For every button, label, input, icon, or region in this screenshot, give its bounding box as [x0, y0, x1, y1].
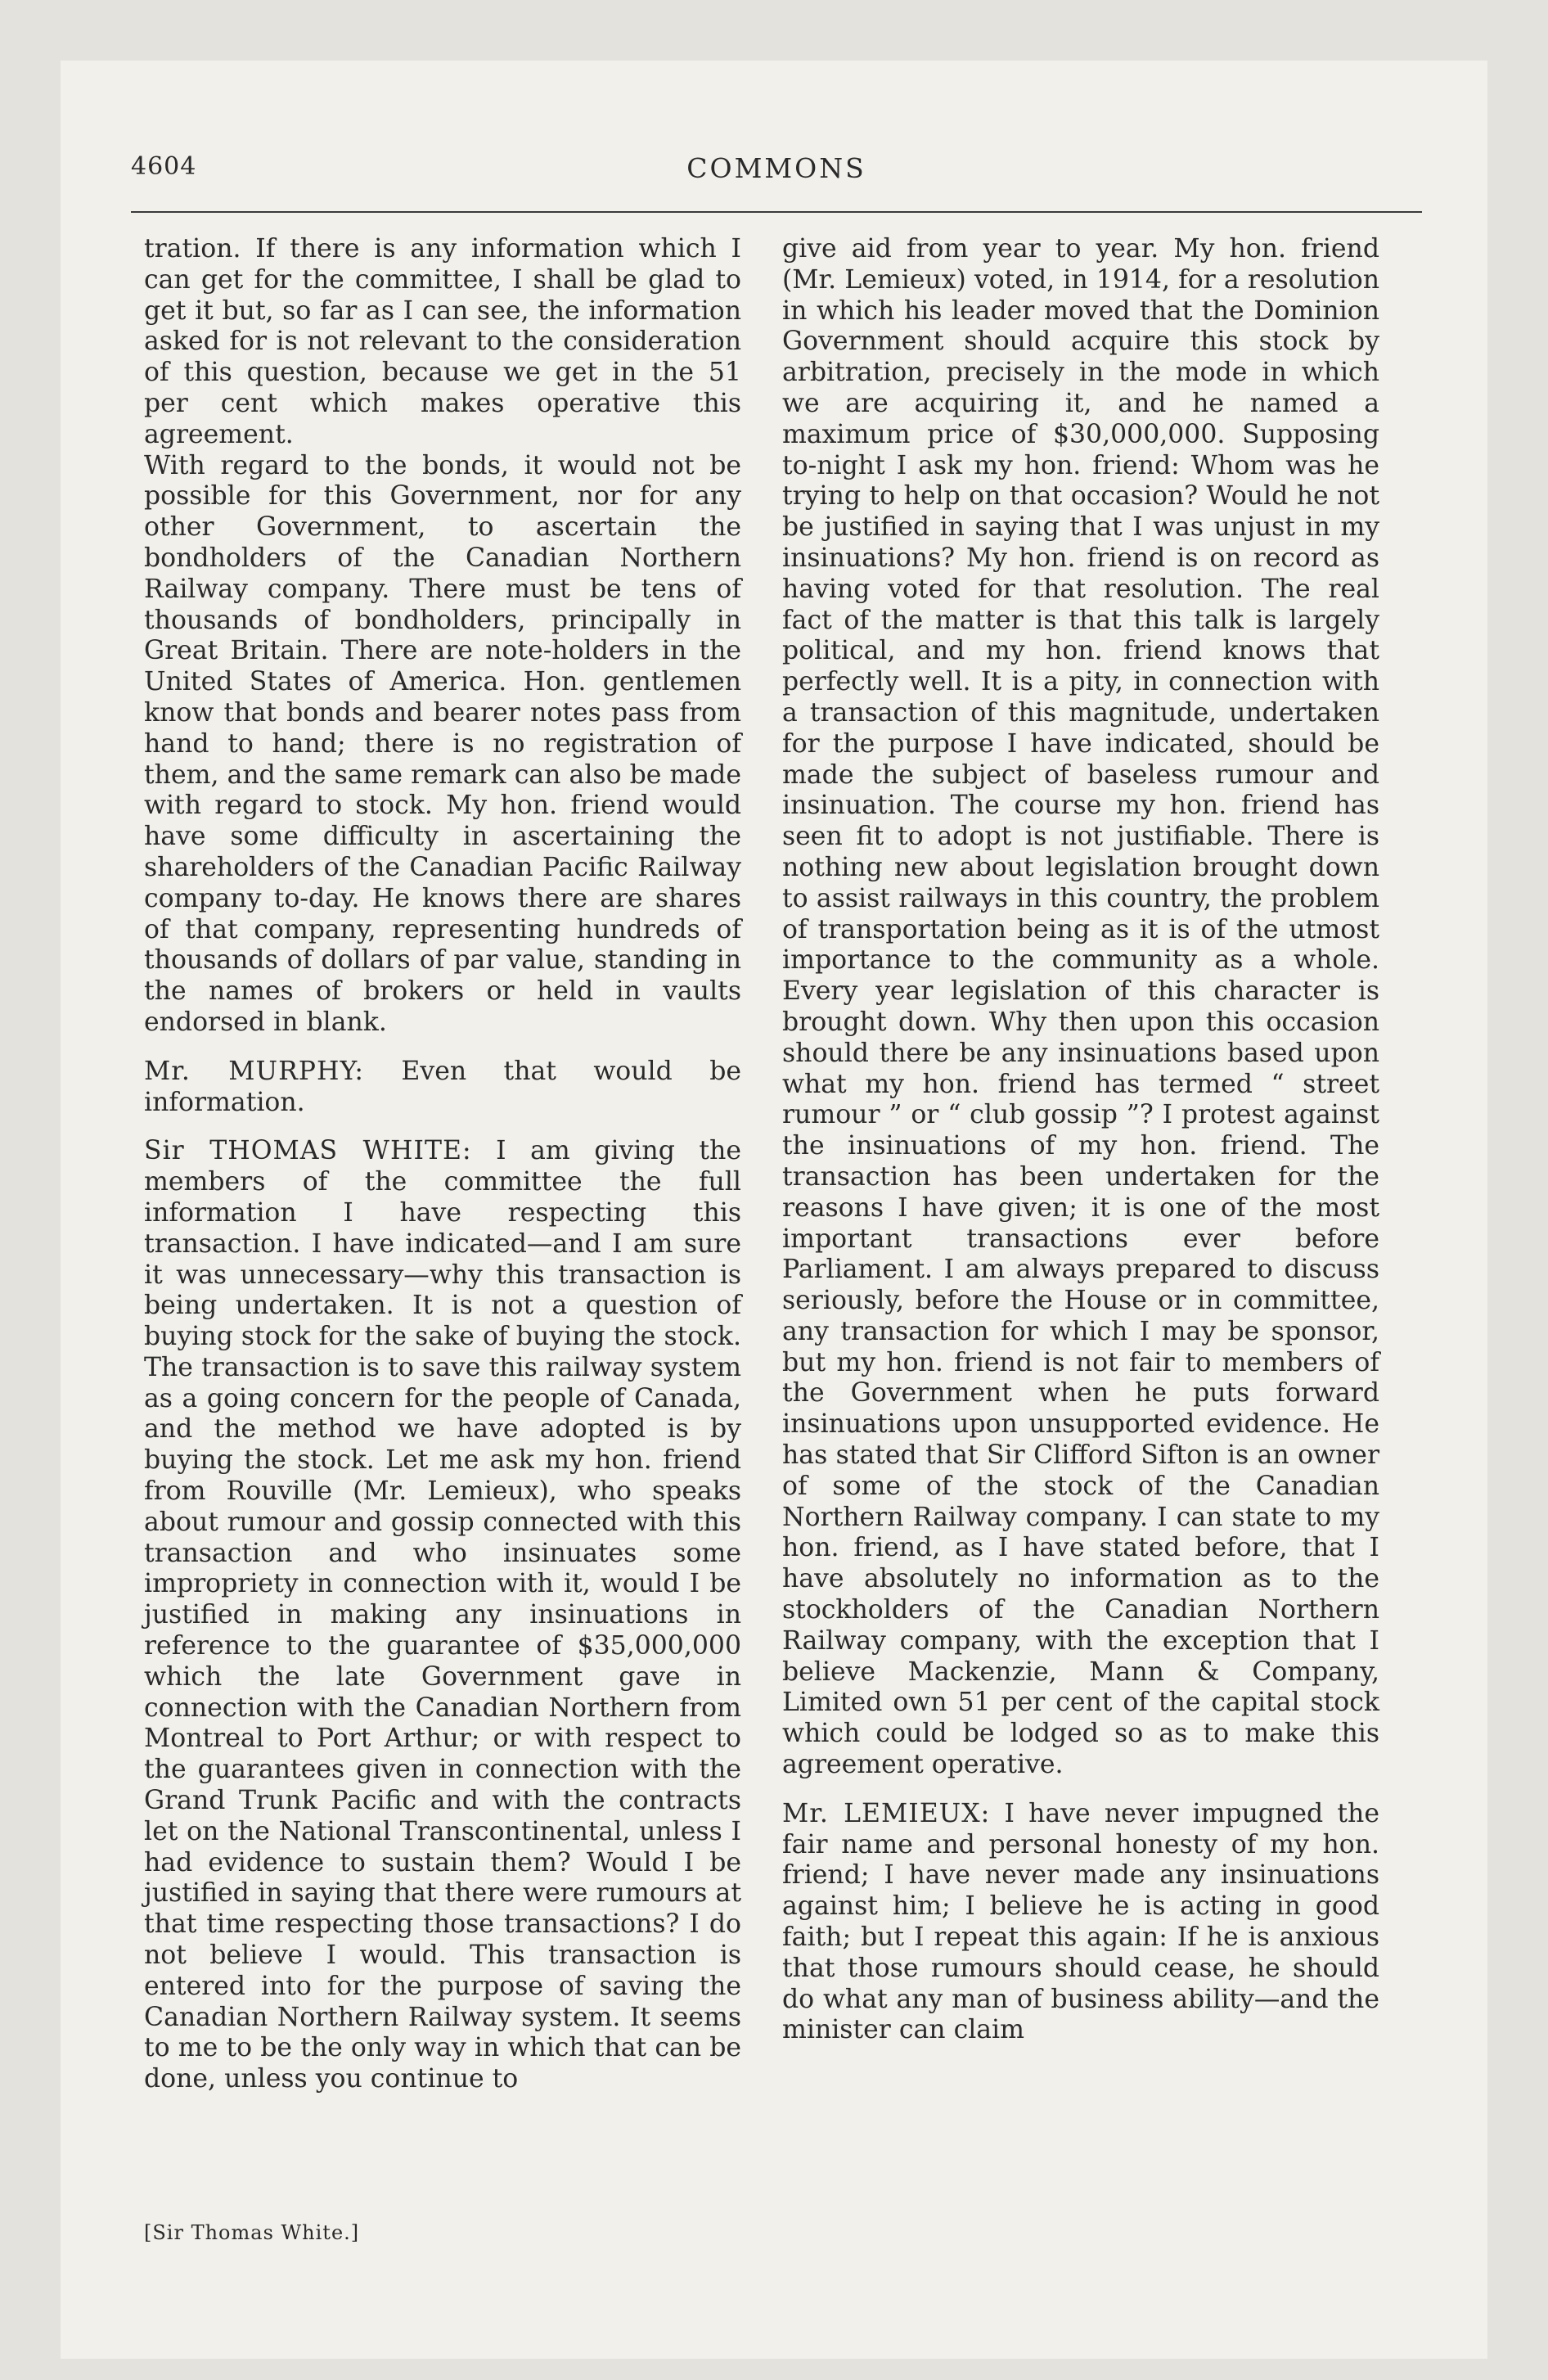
speech-text: Even that would be information.: [144, 1056, 742, 1117]
speech-text: I have never impugned the fair name and personal honesty of my hon. friend; I have never made any insinuations against him; I believe he is acting in good faith; but I repeat this again: If he is anxious that those rumours should cease, he should do what any man of business ability—and the minister can claim: [782, 1798, 1379, 2045]
speaker-name: Mr. MURPHY:: [144, 1056, 364, 1086]
left-column: [144, 234, 741, 2095]
page-number: 4604: [131, 152, 197, 181]
running-title: COMMONS: [686, 152, 866, 184]
header-rule: [131, 211, 1422, 213]
page-header: [131, 152, 1422, 201]
right-column: [782, 234, 1379, 2046]
speaker-name: Sir THOMAS WHITE:: [144, 1136, 472, 1166]
speech-text: I am giving the members of the committee the full information I have respecting this transaction. I have indicated—and I am sure it was unnecessary—why this transaction is being undertaken. It is not a question of buying stock for the sake of buying the stock. The transaction is to save this railway system as a going concern for the people of Canada, and the method we have adopted is by buying the stock. Let me ask my hon. friend from Rouville (Mr. Lemieux), who speaks about rumour and gossip connected with this transaction and who insinuates some impropriety in connection with it, would I be justified in making any insinuations in reference to the guarantee of $35,000,000 which the late Government gave in connection with the Canadian Northern from Montreal to Port Arthur; or with respect to the guarantees given in connection with the Grand Trunk Pacific and with the contracts let on the National Transcontinental, unless I had evidence to sustain them? Would I be justified in saying that there were rumours at that time respecting those transactions? I do not believe I would. This transaction is entered into for the purpose of saving the Canadian Northern Railway system. It seems to me to be the only way in which that can be done, unless you continue to: [144, 1136, 742, 2094]
paragraph: With regard to the bonds, it would not be possible for this Government, nor for any other Government, to ascertain the bondholders of the Canadian Northern Railway company. There must be tens of thousands of bondholders, principally in Great Britain. There are note-holders in the United States of America. Hon. gentlemen know that bonds and bearer notes pass from hand to hand; there is no registration of them, and the same remark can also be made with regard to stock. My hon. friend would have some difficulty in ascertaining the shareholders of the Canadian Pacific Railway company to-day. He knows there are shares of that company, representing hundreds of thousands of dollars of par value, standing in the names of brokers or held in vaults endorsed in blank.: [144, 450, 741, 1037]
paragraph: give aid from year to year. My hon. friend (Mr. Lemieux) voted, in 1914, for a resolution in which his leader moved that the Dominion Government should acquire this stock by arbitration, precisely in the mode in which we are acquiring it, and he named a maximum price of $30,000,000. Supposing to-night I ask my hon. friend: Whom was he trying to help on that occasion? Would he not be justified in saying that I was unjust in my insinuations? My hon. friend is on record as having voted for that resolution. The real fact of the matter is that this talk is largely political, and my hon. friend knows that perfectly well. It is a pity, in connection with a transaction of this magnitude, undertaken for the purpose I have indicated, should be made the subject of baseless rumour and insinuation. The course my hon. friend has seen fit to adopt is not justifiable. There is nothing new about legislation brought down to assist railways in this country, the problem of transportation being as it is of the utmost importance to the community as a whole. Every year legislation of this character is brought down. Why then upon this occasion should there be any insinuations based upon what my hon. friend has termed “ street rumour ” or “ club gossip ”? I protest against the insinuations of my hon. friend. The transaction has been undertaken for the reasons I have given; it is one of the most important transactions ever before Parliament. I am always prepared to discuss seriously, before the House or in committee, any transaction for which I may be sponsor, but my hon. friend is not fair to members of the Government when he puts forward insinuations upon unsupported evidence. He has stated that Sir Clifford Sifton is an owner of some of the stock of the Canadian Northern Railway company. I can state to my hon. friend, as I have stated before, that I have absolutely no information as to the stockholders of the Canadian Northern Railway company, with the exception that I believe Mackenzie, Mann & Company, Limited own 51 per cent of the capital stock which could be lodged so as to make this agreement operative.: [782, 234, 1379, 1780]
speaker-name: Mr. LEMIEUX:: [782, 1798, 991, 1828]
paragraph: tration. If there is any information which I can get for the committee, I shall be glad to get it but, so far as I can see, the information asked for is not relevant to the consideration of this question, because we get in the 51 per cent which makes operative this agreement.: [144, 234, 741, 449]
speech-white: [144, 1136, 741, 2095]
speech-lemieux: [782, 1799, 1379, 2046]
speaker-footnote: [Sir Thomas White.]: [144, 2221, 360, 2244]
speech-murphy: [144, 1057, 741, 1119]
page: [61, 61, 1487, 2359]
